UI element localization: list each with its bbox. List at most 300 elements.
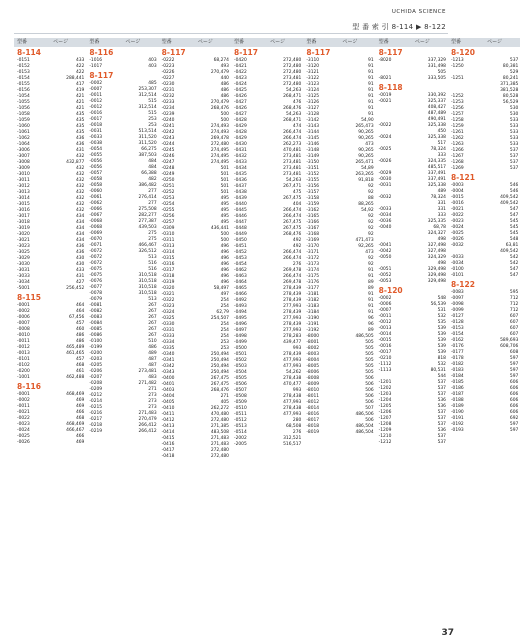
model-code: -0034 [450, 261, 464, 266]
page-ref: 507 [365, 406, 374, 411]
index-column [86, 38, 158, 460]
page-ref: 483 [148, 375, 157, 380]
page-ref: 505 [365, 346, 374, 351]
page-ref: 461 [75, 369, 85, 374]
page-ref: 500 [220, 118, 229, 123]
model-code: -0085 [89, 327, 103, 332]
model-code: -0075 [89, 267, 103, 272]
model-code: -0084 [89, 321, 103, 326]
model-code: -0026 [450, 237, 464, 242]
model-code: -0151 [17, 58, 30, 63]
model-code: -5001 [17, 286, 30, 291]
model-code: -0051 [378, 267, 392, 272]
model-code: -3155 [306, 178, 320, 183]
model-code: -0026 [378, 159, 392, 164]
page-ref: 547 [509, 267, 519, 272]
page-ref: 430 [75, 256, 85, 261]
index-row [376, 440, 448, 446]
page-ref: 489 [437, 189, 446, 194]
model-code: -0152 [17, 64, 30, 69]
page-ref: 436 [75, 244, 85, 249]
page-ref: 310,518 [138, 291, 157, 296]
model-code: -0057 [89, 171, 103, 176]
page-ref: 277 [148, 189, 157, 194]
page-ref: 500 [220, 232, 229, 237]
model-code: -0098 [450, 302, 464, 307]
page-ref: 495 [220, 220, 229, 225]
brand-logo: UCHIDA SCIENCE [391, 9, 446, 15]
model-code: -0514 [233, 430, 247, 435]
page-ref: 92 [368, 214, 374, 219]
index-row [303, 430, 375, 436]
model-code: -0496 [233, 322, 247, 327]
model-code: -3033 [17, 274, 30, 279]
model-code: -3174 [306, 268, 320, 273]
model-code: -0008 [17, 327, 30, 332]
page-ref: 89 [368, 328, 374, 333]
section-heading [14, 47, 86, 58]
page-ref: 434 [75, 214, 85, 219]
page-ref: 495 [220, 214, 229, 219]
column-header-label: ページ [125, 39, 141, 45]
page-ref: 485 [148, 81, 157, 86]
model-code: -0205 [89, 363, 103, 368]
page-ref: 88 [368, 196, 374, 201]
model-code: -3017 [17, 214, 30, 219]
model-code: -0453 [233, 256, 247, 261]
model-code: -1210 [378, 434, 392, 439]
model-code: -0100 [450, 267, 464, 272]
page-ref: 432 [75, 202, 85, 207]
section-code: 8-120 [378, 286, 403, 295]
page-ref: 58,497 [213, 286, 229, 291]
page-ref: 274,493 [210, 130, 229, 135]
model-code: -0025 [378, 147, 392, 152]
page-ref: 274,495 [210, 154, 229, 159]
section-code: 8-118 [378, 83, 403, 92]
page-ref: 419 [75, 88, 85, 93]
section-code: 8-117 [306, 48, 331, 57]
page-ref: 272,480 [283, 82, 302, 87]
page-ref: 417 [75, 82, 85, 87]
page-ref: 436 [75, 142, 85, 147]
model-code: -0081 [89, 303, 103, 308]
column-header-label: 型番 [17, 39, 28, 45]
model-code: -0155 [17, 82, 30, 87]
model-code: -0325 [161, 316, 175, 321]
model-code: -3162 [306, 208, 320, 213]
page-ref: 267 [148, 309, 157, 314]
page-ref: 466 [75, 434, 85, 439]
model-code: -3021 [17, 238, 30, 243]
index-column [159, 38, 231, 460]
page-ref: 91 [368, 94, 374, 99]
model-code: -0403 [161, 388, 175, 393]
page-ref: 434 [75, 238, 85, 243]
model-code: -0405 [161, 400, 175, 405]
column-header [231, 38, 303, 47]
model-code: -0002 [89, 81, 103, 86]
model-code: -0030 [378, 177, 392, 182]
model-code: -8012 [306, 400, 320, 405]
page-ref: 537 [509, 58, 519, 63]
page-ref: 506 [365, 394, 374, 399]
page-ref: 80,241 [502, 76, 519, 81]
model-code: -0054 [89, 147, 103, 152]
page-ref: 327,498 [427, 249, 446, 254]
model-code: -1203 [378, 392, 392, 397]
model-code: -3008 [17, 160, 30, 165]
model-code: -0192 [450, 422, 464, 427]
page-ref: 329,498 [427, 279, 446, 284]
model-code: -0153 [450, 326, 464, 331]
model-code: -0153 [17, 70, 30, 75]
model-code: -0216 [89, 411, 103, 416]
page-ref: 267 [148, 321, 157, 326]
page-ref: 450 [437, 129, 446, 134]
page-ref: 66,388 [141, 171, 157, 176]
page-ref: 597 [509, 368, 519, 373]
model-code: -0462 [233, 268, 247, 273]
page-ref: 278,439 [283, 310, 302, 315]
page-ref: 56,529 [502, 100, 519, 105]
page-ref: 271,482 [138, 381, 157, 386]
page-ref: 536 [437, 404, 446, 409]
page-ref: 537 [437, 386, 446, 391]
page-ref: 329,498 [427, 273, 446, 278]
model-code: -1209 [378, 428, 392, 433]
model-code: -0012 [89, 99, 103, 104]
page-ref: 606 [509, 380, 519, 385]
section-code: 8-117 [378, 48, 403, 57]
page-ref: 325,338 [427, 183, 446, 188]
model-code: -0070 [89, 237, 103, 242]
page-ref: 545 [509, 219, 519, 224]
model-code: -0069 [89, 231, 103, 236]
section-code: 8-117 [89, 71, 114, 80]
page-ref: 486,504 [355, 424, 374, 429]
model-code: -0072 [89, 249, 103, 254]
model-code: -0437 [233, 184, 247, 189]
model-code: -0024 [17, 428, 30, 433]
model-code: -0219 [89, 429, 103, 434]
page-ref: 327,498 [427, 243, 446, 248]
page-ref: 435 [75, 124, 85, 129]
model-code: -0440 [233, 202, 247, 207]
page-ref: 254 [220, 304, 229, 309]
model-code: -0504 [233, 370, 247, 375]
page-ref: 537 [509, 166, 519, 171]
page-ref: 266,474 [283, 250, 302, 255]
model-code: -0245 [161, 148, 175, 153]
model-code: -0239 [161, 112, 175, 117]
page-ref: 432,877 [66, 160, 85, 165]
page-ref: 403 [148, 64, 157, 69]
model-code: -0257 [161, 220, 175, 225]
model-code: -0433 [233, 160, 247, 165]
model-code: -0052 [378, 273, 392, 278]
model-code: -0334 [161, 340, 175, 345]
page-ref: 275,508 [138, 207, 157, 212]
model-code: -0060 [89, 189, 103, 194]
model-code: -0227 [161, 76, 175, 81]
model-code: -3171 [306, 250, 320, 255]
page-ref: 434 [75, 226, 85, 231]
model-code: -3015 [17, 202, 30, 207]
page-ref: 269,478 [210, 136, 229, 141]
page-ref: 254 [220, 334, 229, 339]
index-row [448, 428, 520, 434]
model-code: -0212 [89, 393, 103, 398]
page-ref: 492 [292, 238, 302, 243]
page-ref: 272,480 [283, 64, 302, 69]
page-ref: 310,518 [138, 279, 157, 284]
column-header [14, 38, 86, 47]
page-ref: 268,476 [210, 388, 229, 393]
model-code: -3159 [306, 202, 320, 207]
section-heading [159, 47, 231, 58]
page-ref: 268,471 [283, 118, 302, 123]
model-code: -0004 [450, 189, 464, 194]
model-code: -0427 [233, 112, 247, 117]
page-ref: 271,385 [210, 424, 229, 429]
model-code: -0500 [233, 346, 247, 351]
page-ref: 92 [368, 256, 374, 261]
page-ref: 464 [75, 309, 85, 314]
page-ref: 275 [148, 237, 157, 242]
page-ref: 433 [75, 268, 85, 273]
page-ref: 267,471 [283, 184, 302, 189]
model-code: -0318 [161, 274, 175, 279]
page-ref: 271,483 [210, 436, 229, 441]
model-code: -0507 [233, 388, 247, 393]
model-code: -0042 [378, 249, 392, 254]
page-ref: 432 [75, 184, 85, 189]
page-ref: 533 [509, 118, 519, 123]
model-code: -0311 [161, 238, 175, 243]
model-code: -0341 [161, 358, 175, 363]
page-ref: 387,503 [138, 153, 157, 158]
model-code: -3123 [306, 82, 320, 87]
model-code: -0127 [450, 314, 464, 319]
model-code: -3127 [306, 106, 320, 111]
page-ref: 506 [365, 400, 374, 405]
page-ref: 606 [509, 398, 519, 403]
model-code: -0256 [161, 214, 175, 219]
model-code: -1113 [378, 368, 392, 373]
model-code: -1016 [89, 58, 103, 63]
model-code: -3190 [306, 316, 320, 321]
page-ref: 546 [509, 183, 519, 188]
model-code: -0003 [450, 183, 464, 188]
model-code: -0418 [161, 454, 175, 459]
model-code: -0415 [161, 436, 175, 441]
model-code: -0464 [233, 280, 247, 285]
section-code: 8-116 [89, 48, 114, 57]
column-header-label: 型番 [378, 39, 389, 45]
model-code: -0187 [450, 392, 464, 397]
model-code: -0097 [450, 296, 464, 301]
page-ref: 262,273 [283, 142, 302, 147]
page-ref: 270,479 [210, 100, 229, 105]
page-ref: 505 [365, 352, 374, 357]
page-ref: 484 [148, 159, 157, 164]
page-ref: 501 [220, 184, 229, 189]
page-ref: 266,474 [283, 256, 302, 261]
page-ref: 496 [220, 244, 229, 249]
page-ref: 89 [368, 286, 374, 291]
model-code: -0427 [233, 100, 247, 105]
page-ref: 544 [437, 374, 446, 379]
model-code: -0015 [378, 338, 392, 343]
page-ref: 254 [220, 328, 229, 333]
model-code: -0188 [450, 398, 464, 403]
section-code: 8-115 [17, 293, 41, 302]
model-code: -0421 [233, 64, 247, 69]
model-code: -3182 [306, 298, 320, 303]
page-ref: 477,993 [283, 400, 302, 405]
page-ref: 474 [292, 124, 302, 129]
page-ref: 498 [437, 237, 446, 242]
page-ref: 537 [509, 154, 519, 159]
section-heading [303, 47, 375, 58]
model-code: -3144 [306, 130, 320, 135]
model-code: -0315 [161, 256, 175, 261]
column-header-label: 型番 [89, 39, 100, 45]
page-ref: 712 [509, 296, 519, 301]
page-ref: 329,498 [427, 267, 446, 272]
page-ref: 266,474 [283, 214, 302, 219]
model-code: -0510 [233, 406, 247, 411]
model-code: -8017 [306, 418, 320, 423]
page-ref: 91 [368, 70, 374, 75]
page-ref: 547 [509, 207, 519, 212]
model-code: -0099 [450, 308, 464, 313]
model-code: -0022 [17, 416, 30, 421]
model-code: -0177 [450, 350, 464, 355]
page-ref: 493 [220, 64, 229, 69]
model-code: -2002 [233, 436, 247, 441]
page-ref: 311,520 [138, 141, 157, 146]
page-ref: 63,81 [505, 243, 519, 248]
page-ref: 606 [509, 410, 519, 415]
model-code: -0429 [233, 136, 247, 141]
page-ref: 597 [509, 428, 519, 433]
page-ref: 54,262 [285, 370, 302, 375]
page-ref: 434 [75, 232, 85, 237]
page-ref: 408,427 [427, 105, 446, 110]
page-ref: 267,475 [283, 196, 302, 201]
model-code: -3120 [306, 64, 320, 69]
model-code: -0154 [450, 332, 464, 337]
index-column [14, 38, 86, 460]
page-ref: 712 [509, 302, 519, 307]
page-ref: 88,265 [358, 202, 374, 207]
model-code: -0006 [17, 315, 30, 320]
page-ref: 460 [75, 327, 85, 332]
model-code: -0410 [161, 406, 175, 411]
model-code: -0411 [161, 412, 175, 417]
model-code: -0029 [378, 171, 392, 176]
page-ref: 439,503 [138, 225, 157, 230]
page-ref: 461,465 [66, 351, 85, 356]
model-code: -3031 [17, 268, 30, 273]
page-ref: 263,265 [355, 172, 374, 177]
model-code: -0022 [378, 123, 392, 128]
model-code: -0006 [378, 302, 392, 307]
page-ref: 274,495 [210, 148, 229, 153]
page-ref: 516 [148, 267, 157, 272]
model-code: -0244 [161, 142, 175, 147]
model-code: -0036 [378, 219, 392, 224]
model-code: -0251 [161, 184, 175, 189]
page-ref: 371,385 [500, 82, 519, 87]
page-ref: 490,491 [427, 117, 446, 122]
page-ref: 545 [509, 231, 519, 236]
model-code: -0502 [233, 358, 247, 363]
page-ref: 277,993 [283, 304, 302, 309]
page-ref: 457 [75, 321, 85, 326]
section-code: 8-120 [450, 48, 475, 57]
page-ref: 310,518 [138, 285, 157, 290]
page-ref: 505 [437, 70, 446, 75]
model-code: -3143 [306, 124, 320, 129]
model-code: -8010 [306, 388, 320, 393]
model-code: -0246 [161, 154, 175, 159]
page-ref: 468,469 [66, 392, 85, 397]
page-ref: 486 [75, 339, 85, 344]
model-code: -0203 [89, 357, 103, 362]
model-code: -0016 [89, 111, 103, 116]
model-code: -8006 [306, 370, 320, 375]
page-ref: 432 [75, 166, 85, 171]
model-code: -3172 [306, 256, 320, 261]
model-code: -3124 [306, 88, 320, 93]
page-ref: 537 [437, 380, 446, 385]
model-code: -0185 [450, 380, 464, 385]
page-ref: 92 [368, 262, 374, 267]
model-code: -0012 [17, 345, 30, 350]
section-heading [14, 292, 86, 303]
model-code: -0412 [161, 418, 175, 423]
model-code: -0243 [161, 136, 175, 141]
model-code: -0015 [450, 195, 464, 200]
page-ref: 422 [75, 70, 85, 75]
page-ref: 608 [509, 350, 519, 355]
page-ref: 91 [368, 268, 374, 273]
page-ref: 529 [509, 70, 519, 75]
model-code: -1055 [17, 100, 30, 105]
model-code: -0400 [161, 376, 175, 381]
model-code: -3150 [306, 160, 320, 165]
model-code: -1267 [450, 154, 464, 159]
page-ref: 547 [509, 273, 519, 278]
model-code: -0439 [233, 196, 247, 201]
page-ref: 272,480 [210, 418, 229, 423]
model-code: -1054 [17, 94, 30, 99]
page-ref: 993 [292, 346, 302, 351]
page-ref: 276,414 [138, 195, 157, 200]
column-header [159, 38, 231, 47]
model-code: -0186 [450, 386, 464, 391]
page-ref: 278,439 [283, 286, 302, 291]
page-ref: 486 [220, 82, 229, 87]
page-ref: 273 [148, 399, 157, 404]
page-ref: 537 [437, 410, 446, 415]
model-code: -0056 [89, 165, 103, 170]
model-code: -1262 [450, 136, 464, 141]
page-ref: 68,274 [213, 58, 229, 63]
